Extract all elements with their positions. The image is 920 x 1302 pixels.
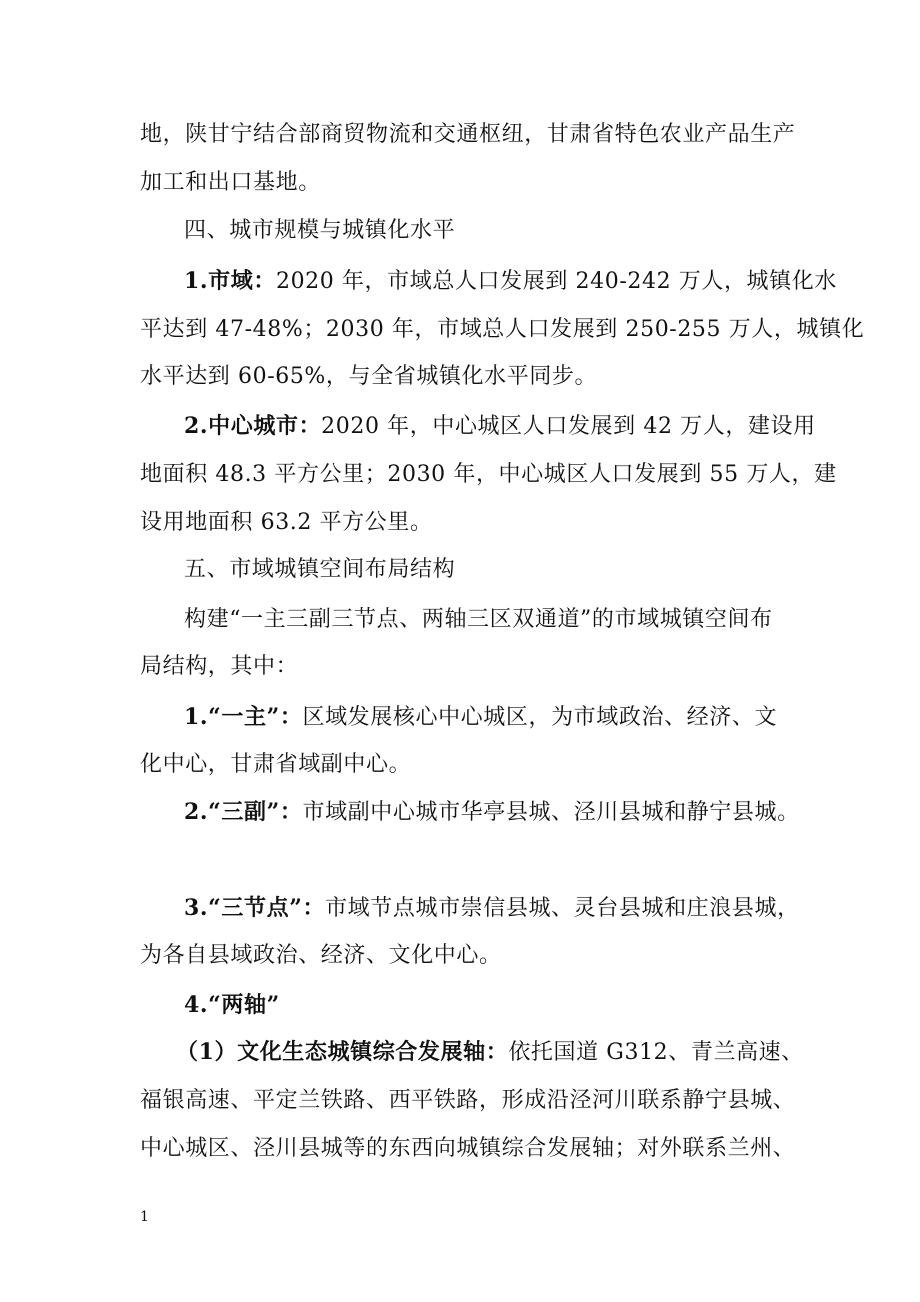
paragraph-line: 水平达到 60-65%，与全省城镇化水平同步。 [140, 364, 598, 389]
item-label: 2.中心城市： [184, 413, 322, 439]
section-heading: 四、城市规模与城镇化水平 [184, 218, 456, 243]
item-label: 2.“三副”： [184, 799, 303, 825]
page-number: 1 [140, 1209, 149, 1225]
section-heading [184, 990, 280, 1021]
section-heading: 五、市域城镇空间布局结构 [184, 557, 456, 582]
paragraph-line: 设用地面积 63.2 平方公里。 [140, 510, 433, 535]
item-label: 4.“两轴” [184, 992, 280, 1018]
paragraph-line: 3.“三节点”：市域节点城市崇信县城、灵台县城和庄浪县城， [184, 895, 800, 921]
paragraph-line: 福银高速、平定兰铁路、西平铁路，形成沿泾河川联系静宁县城、 [140, 1088, 796, 1113]
item-label: （1）文化生态城镇综合发展轴： [176, 1039, 509, 1065]
paragraph-line: 平达到 47-48%；2030 年，市域总人口发展到 250-255 万人，城镇化 [140, 317, 865, 342]
item-label: 1.市域： [184, 268, 276, 294]
paragraph-line: 2.“三副”：市域副中心城市华亭县城、泾川县城和静宁县城。 [184, 799, 800, 825]
paragraph-line: 加工和出口基地。 [140, 170, 321, 195]
paragraph-line: 为各自县域政治、经济、文化中心。 [140, 943, 502, 968]
paragraph-line: 局结构，其中： [140, 654, 299, 679]
paragraph-line: 2.中心城市：2020 年，中心城区人口发展到 42 万人，建设用 [184, 413, 816, 439]
paragraph-line: 地，陕甘宁结合部商贸物流和交通枢纽，甘肃省特色农业产品生产 [140, 122, 796, 147]
paragraph-line: 1.市域：2020 年，市域总人口发展到 240-242 万人，城镇化水 [184, 268, 837, 294]
paragraph-line: 化中心，甘肃省域副中心。 [140, 752, 412, 777]
item-label: 3.“三节点”： [184, 895, 326, 921]
paragraph-line: 地面积 48.3 平方公里；2030 年，中心城区人口发展到 55 万人，建 [140, 462, 837, 487]
paragraph-line: 构建“一主三副三节点、两轴三区双通道”的市域城镇空间布 [184, 607, 773, 632]
item-label: 1.“一主”： [184, 704, 303, 730]
paragraph-line: 1.“一主”：区域发展核心中心城区，为市域政治、经济、文 [184, 704, 778, 730]
paragraph-line: （1）文化生态城镇综合发展轴：依托国道 G312、青兰高速、 [176, 1039, 804, 1065]
paragraph-line: 中心城区、泾川县城等的东西向城镇综合发展轴；对外联系兰州、 [140, 1136, 796, 1161]
